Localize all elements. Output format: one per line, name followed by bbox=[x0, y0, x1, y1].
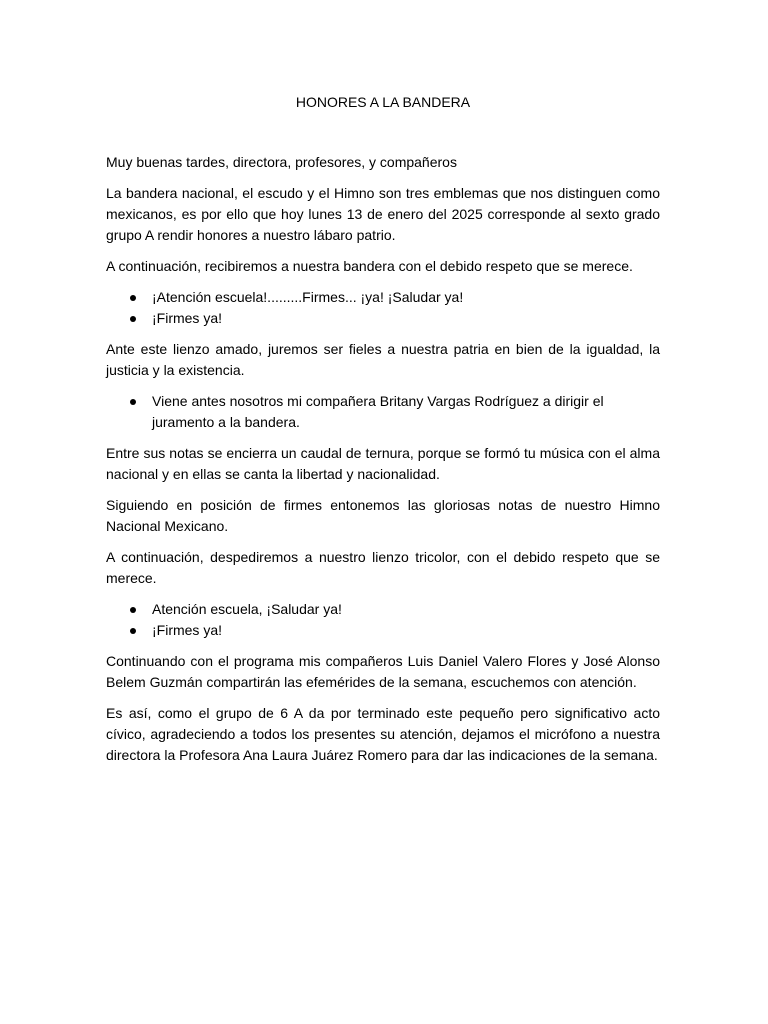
list-item bbox=[106, 287, 660, 308]
anthem-paragraph: Siguiendo en posición de firmes entonemos las gloriosas notas de nuestro Himno Nacional Mexicano. bbox=[106, 497, 660, 534]
document-body bbox=[106, 92, 660, 776]
list-item-text: ¡Firmes ya! bbox=[152, 622, 222, 638]
closing-paragraph: Es así, como el grupo de 6 A da por terminado este pequeño pero significativo acto cívico, agradeciendo a todos los presentes su atención, dejamos el micrófono a nuestra directora la Profesora Ana Laura Juárez Romero para dar las indicaciones de la semana. bbox=[106, 705, 660, 763]
bullet-icon bbox=[130, 399, 136, 405]
list-item bbox=[106, 308, 660, 329]
document-title: HONORES A LA BANDERA bbox=[295, 94, 471, 110]
receive-flag-paragraph: A continuación, recibiremos a nuestra bandera con el debido respeto que se merece. bbox=[106, 258, 633, 274]
farewell-flag-paragraph: A continuación, despediremos a nuestro lienzo tricolor, con el debido respeto que se merece. bbox=[106, 549, 660, 586]
list-item-text: ¡Firmes ya! bbox=[152, 310, 222, 326]
ephemeris-paragraph: Continuando con el programa mis compañeros Luis Daniel Valero Flores y José Alonso Belem Guzmán compartirán las efemérides de la semana, escuchemos con atención. bbox=[106, 653, 660, 690]
bullet-icon bbox=[130, 316, 136, 322]
bullet-list-commands-1 bbox=[106, 287, 660, 329]
bullet-icon bbox=[130, 628, 136, 634]
list-item bbox=[106, 620, 660, 641]
list-item bbox=[106, 391, 660, 433]
bullet-icon bbox=[130, 295, 136, 301]
bullet-list-oath bbox=[106, 391, 660, 433]
list-item-text: Atención escuela, ¡Saludar ya! bbox=[152, 601, 342, 617]
list-item bbox=[106, 599, 660, 620]
bullet-list-commands-2 bbox=[106, 599, 660, 641]
list-item-text: Viene antes nosotros mi compañera Britany Vargas Rodríguez a dirigir el juramento a la bandera. bbox=[152, 393, 604, 430]
intro-paragraph: La bandera nacional, el escudo y el Himno son tres emblemas que nos distinguen como mexicanos, es por ello que hoy lunes 13 de enero del 2025 corresponde al sexto grado grupo A rendir honores a nuestro lábaro patrio. bbox=[106, 185, 660, 243]
anthem-notes-paragraph: Entre sus notas se encierra un caudal de ternura, porque se formó tu música con el alma nacional y en ellas se canta la libertad y nacionalidad. bbox=[106, 445, 660, 482]
bullet-icon bbox=[130, 607, 136, 613]
oath-paragraph: Ante este lienzo amado, juremos ser fieles a nuestra patria en bien de la igualdad, la justicia y la existencia. bbox=[106, 341, 660, 378]
list-item-text: ¡Atención escuela!.........Firmes... ¡ya! ¡Saludar ya! bbox=[152, 289, 464, 305]
greeting-paragraph: Muy buenas tardes, directora, profesores, y compañeros bbox=[106, 154, 457, 170]
